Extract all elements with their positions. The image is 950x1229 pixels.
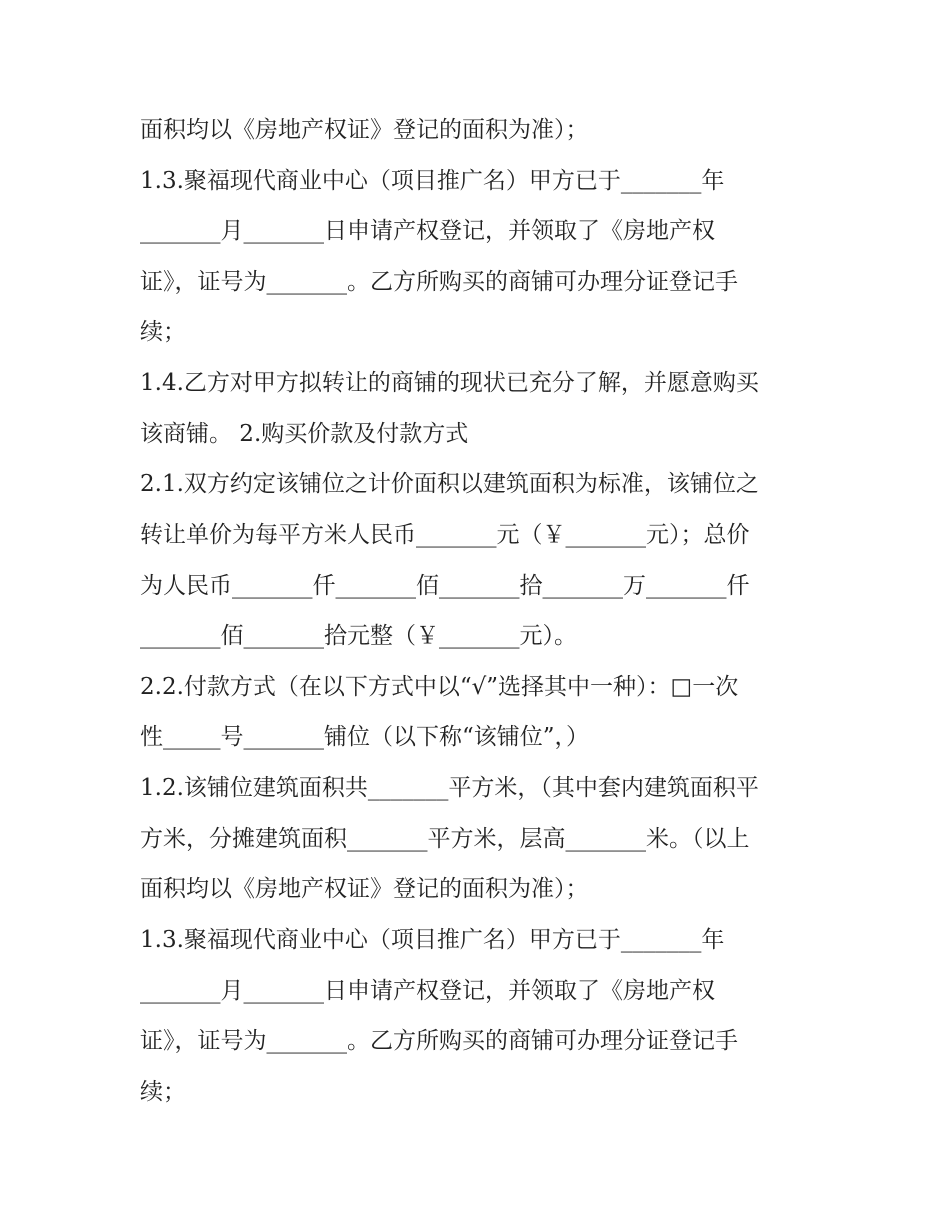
text-line: _______月_______日申请产权登记，并领取了《房地产权 [140, 978, 715, 1004]
text-line: 转让单价为每平方米人民币_______元（￥_______元）；总价 [140, 522, 750, 548]
text-line: _______月_______日申请产权登记，并领取了《房地产权 [140, 218, 715, 244]
text-line: 该商铺。 2.购买价款及付款方式 [140, 421, 469, 447]
text-line: 证》，证号为_______。乙方所购买的商铺可办理分证登记手 [140, 269, 738, 295]
text-line: 性_____号_______铺位（以下称“该铺位”，） [140, 724, 590, 750]
text-line: 2.1.双方约定该铺位之计价面积以建筑面积为标准，该铺位之 [140, 471, 759, 497]
text-line: 1.4.乙方对甲方拟转让的商铺的现状已充分了解，并愿意购买 [140, 370, 759, 396]
text-line: _______佰_______拾元整（￥_______元）。 [140, 623, 577, 649]
text-line: 1.3.聚福现代商业中心（项目推广名）甲方已于_______年 [140, 927, 725, 953]
text-line: 续； [140, 1079, 186, 1105]
text-line: 方米，分摊建筑面积_______平方米，层高_______米。（以上 [140, 826, 750, 852]
text-line: 为人民币_______仟_______佰_______拾_______万_______仟 [140, 573, 750, 599]
text-line: 证》，证号为_______。乙方所购买的商铺可办理分证登记手 [140, 1028, 738, 1054]
text-line: 面积均以《房地产权证》登记的面积为准）； [140, 117, 589, 143]
text-line: 续； [140, 319, 186, 345]
text-line: 2.2.付款方式（在以下方式中以“√”选择其中一种）：□一次 [140, 674, 739, 700]
text-line: 1.3.聚福现代商业中心（项目推广名）甲方已于_______年 [140, 168, 725, 194]
text-line: 1.2.该铺位建筑面积共_______平方米，（其中套内建筑面积平 [140, 775, 759, 801]
text-line: 面积均以《房地产权证》登记的面积为准）； [140, 876, 589, 902]
